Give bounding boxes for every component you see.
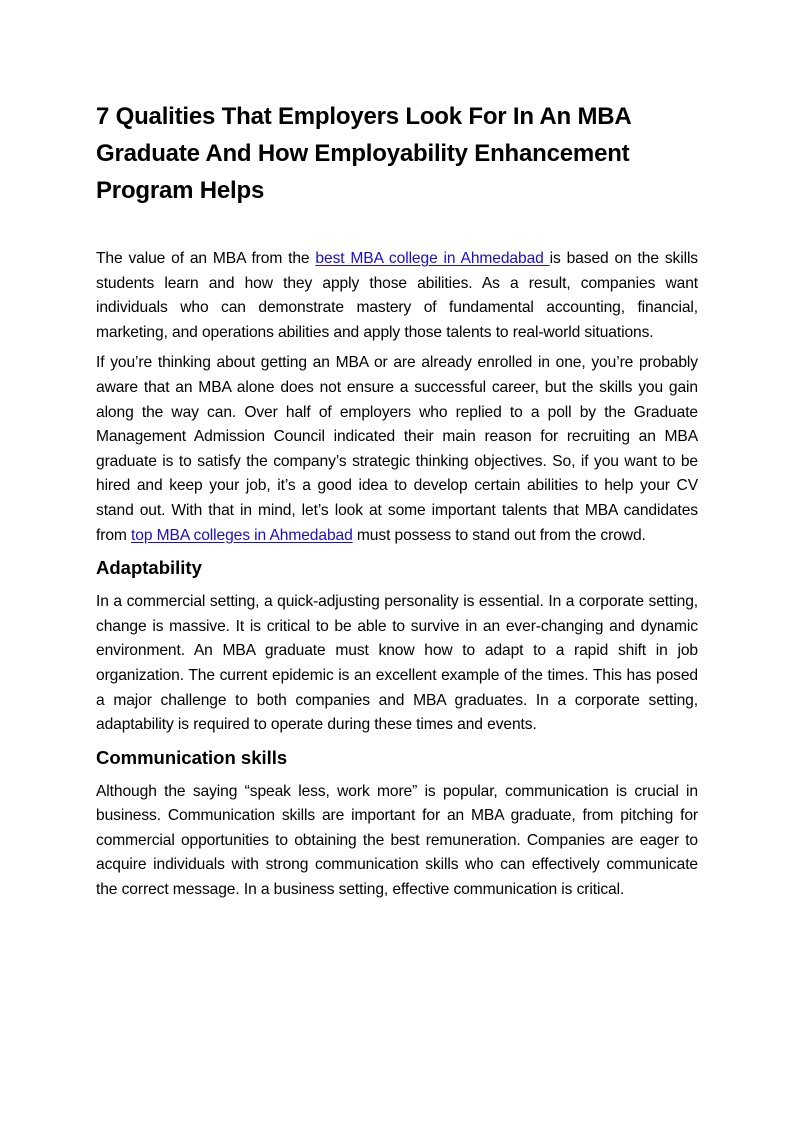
intro-paragraph-1	[96, 247, 698, 345]
intro-p1-text-before: The value of an MBA from the	[96, 250, 316, 267]
intro-p2-text-before: If you’re thinking about getting an MBA or are already enrolled in one, you’re probably aware that an MBA alone does not ensure a successful career, but the skills you gain along the way can. Over half of employers who replied to a poll by the Graduate Management Admission Council indicated their main reason for recruiting an MBA graduate is to satisfy the company’s strategic thinking objectives. So, if you want to be hired and keep your job, it’s a good idea to develop certain abilities to help your CV stand out. With that in mind, let’s look at some important talents that MBA candidates from	[96, 354, 698, 544]
section-body-communication-skills: Although the saying “speak less, work more” is popular, communication is crucial in business. Communication skills are important for an MBA graduate, from pitching for commercial opportunities to obtaining the best remuneration. Companies are eager to acquire individuals with strong communication skills who can effectively communicate the correct message. In a business setting, effective communication is critical.	[96, 782, 698, 899]
document-page	[96, 98, 698, 911]
top-mba-colleges-link[interactable]: top MBA colleges in Ahmedabad	[131, 526, 353, 544]
best-mba-college-link[interactable]: best MBA college in Ahmedabad	[315, 250, 550, 267]
section-body-adaptability: In a commercial setting, a quick-adjusting personality is essential. In a corporate setting, change is massive. It is critical to be able to survive in an ever-changing and dynamic environment. An MBA graduate must know how to adapt to a rapid shift in job organization. The current epidemic is an excellent example of the times. This has posed a major challenge to both companies and MBA graduates. In a corporate setting, adaptability is required to operate during these times and events.	[96, 593, 698, 734]
intro-paragraph-2	[96, 351, 698, 548]
intro-p1-text-after: is based on the skills students learn and how they apply those abilities. As a result, companies want individuals who can demonstrate mastery of fundamental accounting, financial, marketing, and operations abilities and apply those talents to real-world situations.	[96, 250, 699, 341]
intro-p2-text-after: must possess to stand out from the crowd.	[352, 526, 646, 544]
section-heading-communication-skills: Communication skills	[96, 746, 288, 768]
section-heading-adaptability: Adaptability	[96, 557, 202, 579]
document-title: 7 Qualities That Employers Look For In An MBA Graduate And How Employability Enhancement Program Helps	[96, 103, 631, 204]
